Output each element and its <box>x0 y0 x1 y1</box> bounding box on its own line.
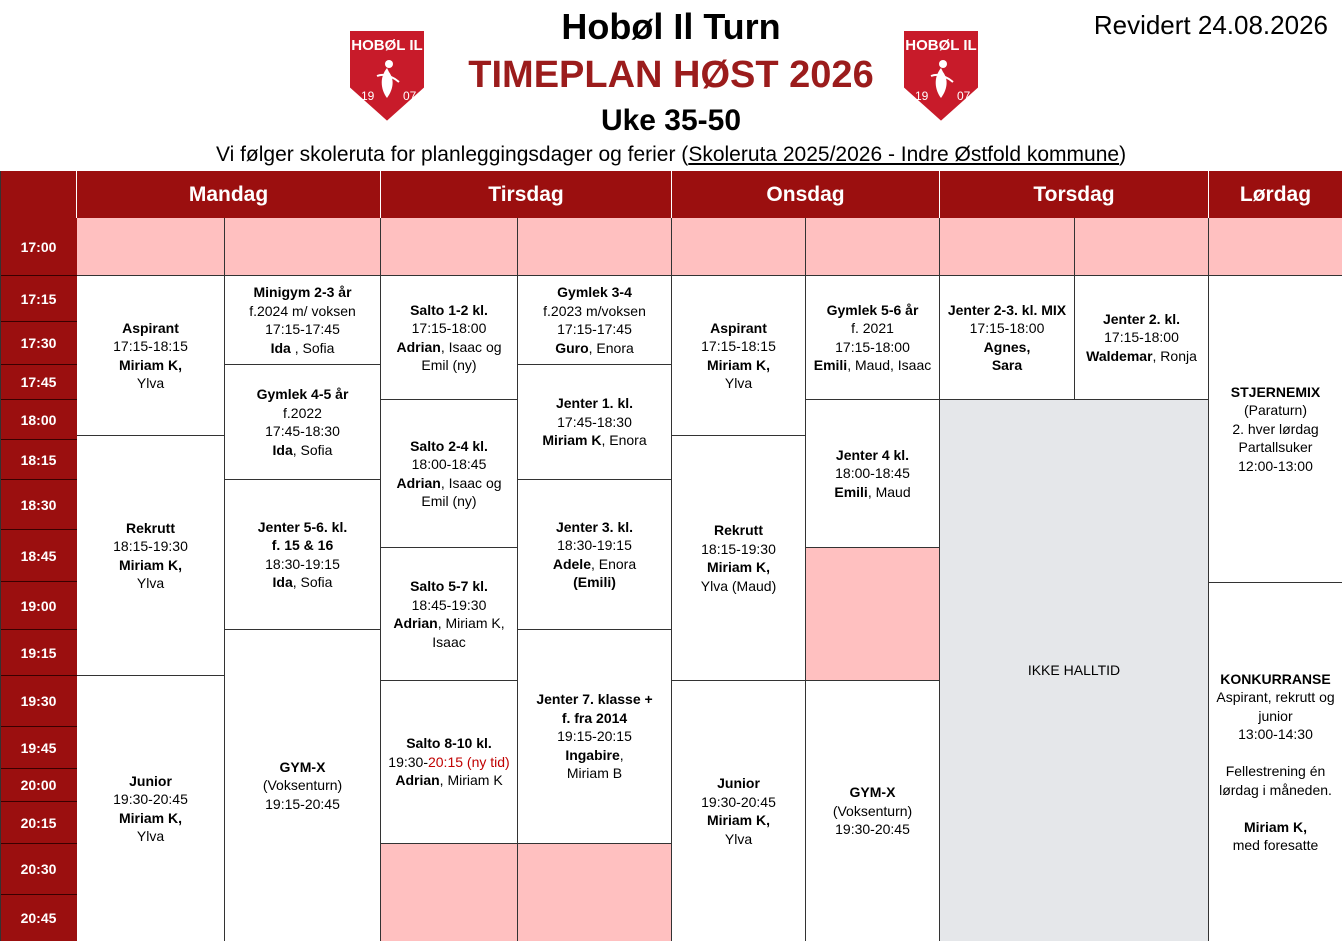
activity-block: GYM-X (Voksenturn) 19:30-20:45 <box>806 681 940 941</box>
page-subtitle: TIMEPLAN HØST 2026 <box>468 54 874 96</box>
time-slot: 17:00 <box>0 218 77 276</box>
empty-slot <box>1075 218 1209 276</box>
time-slot: 19:45 <box>0 727 77 769</box>
activity-block: GYM-X (Voksenturn) 19:15-20:45 <box>225 630 381 941</box>
empty-slot <box>940 218 1075 276</box>
skoleruta-link[interactable]: Skoleruta 2025/2026 - Indre Østfold kommune <box>688 143 1120 166</box>
activity-block: Jenter 1. kl. 17:45-18:30 Miriam K, Enora <box>518 365 672 480</box>
time-slot: 18:15 <box>0 440 77 480</box>
activity-block: Gymlek 3-4 f.2023 m/voksen 17:15-17:45 Guro, Enora <box>518 276 672 365</box>
activity-block: Rekrutt 18:15-19:30 Miriam K, Ylva (Maud) <box>672 436 806 681</box>
table-border <box>0 171 1 941</box>
empty-slot <box>381 218 518 276</box>
activity-block: Minigym 2-3 år f.2024 m/ voksen 17:15-17:45 Ida , Sofia <box>225 276 381 365</box>
activity-block: STJERNEMIX (Paraturn) 2. hver lørdag Partallsuker 12:00-13:00 <box>1209 276 1342 583</box>
empty-slot <box>225 218 381 276</box>
no-hall-time-block: IKKE HALLTID <box>940 400 1209 941</box>
activity-block: Aspirant 17:15-18:15 Miriam K, Ylva <box>672 276 806 436</box>
activity-block: Jenter 4 kl. 18:00-18:45 Emili, Maud <box>806 400 940 548</box>
day-header-mandag: Mandag <box>77 171 381 218</box>
time-slot: 17:30 <box>0 322 77 365</box>
revised-date: Revidert 24.08.2026 <box>1093 10 1328 40</box>
time-slot: 20:15 <box>0 802 77 844</box>
club-logo-left <box>347 28 427 124</box>
empty-slot <box>806 548 940 681</box>
empty-slot <box>1209 218 1342 276</box>
svg-text:19: 19 <box>361 89 375 103</box>
time-slot: 19:00 <box>0 582 77 630</box>
svg-text:07: 07 <box>403 89 417 103</box>
time-slot: 17:15 <box>0 276 77 322</box>
time-slot: 18:30 <box>0 480 77 530</box>
activity-block: Junior 19:30-20:45 Miriam K, Ylva <box>672 681 806 941</box>
time-slot: 19:15 <box>0 630 77 676</box>
page-title: Hobøl Il Turn <box>561 6 781 47</box>
empty-slot <box>518 844 672 941</box>
activity-block: Salto 5-7 kl. 18:45-19:30 Adrian, Miriam K, Isaac <box>381 548 518 681</box>
time-slot: 20:45 <box>0 895 77 941</box>
activity-block: Salto 1-2 kl. 17:15-18:00 Adrian, Isaac og Emil (ny) <box>381 276 518 400</box>
svg-text:19: 19 <box>915 89 929 103</box>
day-header-lordag: Lørdag <box>1209 171 1342 218</box>
activity-block: Aspirant 17:15-18:15 Miriam K, Ylva <box>77 276 225 436</box>
empty-slot <box>518 218 672 276</box>
activity-block: KONKURRANSE Aspirant, rekrutt og junior 13:00-14:30 Fellestrening én lørdag i måneden. Miriam K, med foresatte <box>1216 670 1335 853</box>
corner-cell <box>0 171 77 218</box>
svg-text:HOBØL IL: HOBØL IL <box>905 37 977 54</box>
time-slot: 18:45 <box>0 530 77 582</box>
svg-text:HOBØL IL: HOBØL IL <box>351 37 423 54</box>
empty-slot <box>77 218 225 276</box>
day-header-tirsdag: Tirsdag <box>381 171 672 218</box>
activity-block: Jenter 3. kl. 18:30-19:15 Adele, Enora (Emili) <box>518 480 672 630</box>
time-slot: 20:30 <box>0 844 77 895</box>
activity-block: Gymlek 5-6 år f. 2021 17:15-18:00 Emili, Maud, Isaac <box>806 276 940 400</box>
activity-block: Jenter 7. klasse + f. fra 2014 19:15-20:15 Ingabire, Miriam B <box>518 630 672 844</box>
club-logo-right <box>901 28 981 124</box>
empty-slot <box>672 218 806 276</box>
activity-block: Gymlek 4-5 år f.2022 17:45-18:30 Ida, Sofia <box>225 365 381 480</box>
empty-slot <box>806 218 940 276</box>
holiday-note: Vi følger skoleruta for planleggingsdager og ferier (Skoleruta 2025/2026 - Indre Østfold kommune) <box>215 143 1127 166</box>
activity-block: Salto 8-10 kl. 19:30-20:15 (ny tid) Adrian, Miriam K <box>381 681 518 844</box>
weeks-label: Uke 35-50 <box>600 104 742 137</box>
empty-slot <box>381 844 518 941</box>
activity-block: Salto 2-4 kl. 18:00-18:45 Adrian, Isaac og Emil (ny) <box>381 400 518 548</box>
activity-block: Junior 19:30-20:45 Miriam K, Ylva <box>77 676 225 941</box>
activity-block: Jenter 2-3. kl. MIX 17:15-18:00 Agnes, Sara <box>940 276 1075 400</box>
activity-block: Jenter 2. kl. 17:15-18:00 Waldemar, Ronja <box>1075 276 1209 400</box>
day-header-torsdag: Torsdag <box>940 171 1209 218</box>
time-slot: 20:00 <box>0 769 77 802</box>
activity-block: Jenter 5-6. kl. f. 15 & 16 18:30-19:15 Ida, Sofia <box>225 480 381 630</box>
activity-block: Rekrutt 18:15-19:30 Miriam K, Ylva <box>77 436 225 676</box>
day-header-onsdag: Onsdag <box>672 171 940 218</box>
time-slot: 19:30 <box>0 676 77 727</box>
time-slot: 17:45 <box>0 365 77 400</box>
time-slot: 18:00 <box>0 400 77 440</box>
svg-text:07: 07 <box>957 89 971 103</box>
